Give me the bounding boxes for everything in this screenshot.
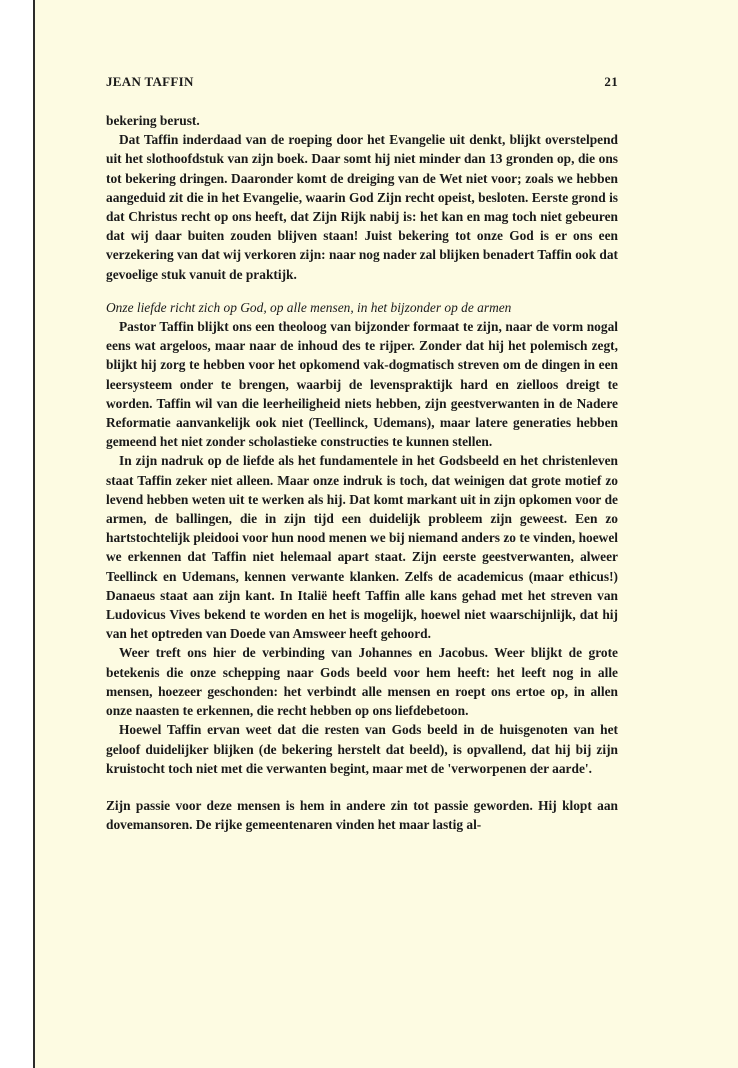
paragraph: In zijn nadruk op de liefde als het fundamentele in het Godsbeeld en het christenleven staat Taffin zeker niet alleen. Maar onze indruk is toch, dat weinigen dat grote motief zo levend hebben weten uit te werken als hij. Dat komt markant uit in zijn opkomen voor de armen, de ballingen, die in zijn tijd een duidelijk probleem zijn geweest. Een zo hartstochtelijk pleidooi voor hun nood menen we bij niemand anders zo te vinden, hoewel we erkennen dat Taffin niet helemaal apart staat. Zijn eerste geestverwanten, alweer Teellinck en Udemans, kennen verwante klanken. Zelfs de academicus (maar ethicus!) Danaeus staat aan zijn kant. In Italië heeft Taffin alle kans gehad met het streven van Ludovicus Vives bekend te worden en het is mogelijk, hoewel niet waarschijnlijk, dat hij van het optreden van Doede van Amsweer heeft gehoord. <box>106 453 618 642</box>
spacer <box>106 284 618 298</box>
paragraph: Zijn passie voor deze mensen is hem in andere zin tot passie geworden. Hij klopt aan dovemansoren. De rijke gemeentenaren vinden het maar lastig al- <box>106 797 618 833</box>
scan-margin <box>0 0 34 1068</box>
paragraph: Hoewel Taffin ervan weet dat die resten van Gods beeld in de huisgenoten van het geloof duidelijker blijken (de bekering herstelt dat beeld), is opvallend, dat hij bij zijn kruistocht toch niet met die verwanten begint, maar met de 'verworpenen der aarde'. <box>106 722 618 776</box>
paragraph-continuation: bekering berust. <box>106 113 200 128</box>
paragraph: Pastor Taffin blijkt ons een theoloog van bijzonder formaat te zijn, naar de vorm nogal eens wat argeloos, maar naar de inhoud des te rijper. Zonder dat hij het polemisch zegt, blijkt hij zorg te hebben voor het opkomend vak-dogmatisch streven om de dingen in een leersysteem onder te brengen, waarbij de levenspraktijk hard en zielloos dreigt te worden. Taffin wil van die leerheiligheid niets hebben, zijn geestverwanten in de Nadere Reformatie aanvankelijk ook niet (Teellinck, Udemans), maar latere generaties hebben gemeend het niet zonder scholastieke constructies te kunnen stellen. <box>106 319 618 450</box>
section-heading: Onze liefde richt zich op God, op alle mensen, in het bijzonder op de armen <box>106 299 512 315</box>
scan-edge-line <box>33 0 35 1068</box>
running-head-author: JEAN TAFFIN <box>106 74 194 89</box>
spacer <box>106 778 618 796</box>
paragraph: Dat Taffin inderdaad van de roeping door het Evangelie uit denkt, blijkt overstelpend uit het slothoofdstuk van zijn boek. Daar somt hij niet minder dan 13 gronden op, die ons tot bekering dringen. Daaronder komt de dreiging van de Wet niet voor; zoals we hebben aangeduid zit die in het Evangelie, waarin God Zijn recht opeist, besloten. Eerste grond is dat Christus recht op ons heeft, dat Zijn Rijk nabij is: het kan en mag toch niet gebeuren dat wij daar buiten zouden blijven staan! Juist bekering tot onze God is er ons een verzekering van dat wij verkoren zijn: naar nog nader zal blijken benadert Taffin ook dat gevoelige stuk vanuit de praktijk. <box>106 132 618 282</box>
body-text <box>106 111 618 834</box>
page <box>106 74 618 834</box>
paragraph: Weer treft ons hier de verbinding van Johannes en Jacobus. Weer blijkt de grote betekenis die onze schepping naar Gods beeld voor hem heeft: het leeft nog in alle mensen, hoezeer geschonden: het verbindt alle mensen en roept ons ertoe op, in allen onze naasten te erkennen, die recht hebben op ons liefdebetoon. <box>106 645 618 719</box>
page-number: 21 <box>604 74 618 89</box>
running-header <box>106 74 618 94</box>
